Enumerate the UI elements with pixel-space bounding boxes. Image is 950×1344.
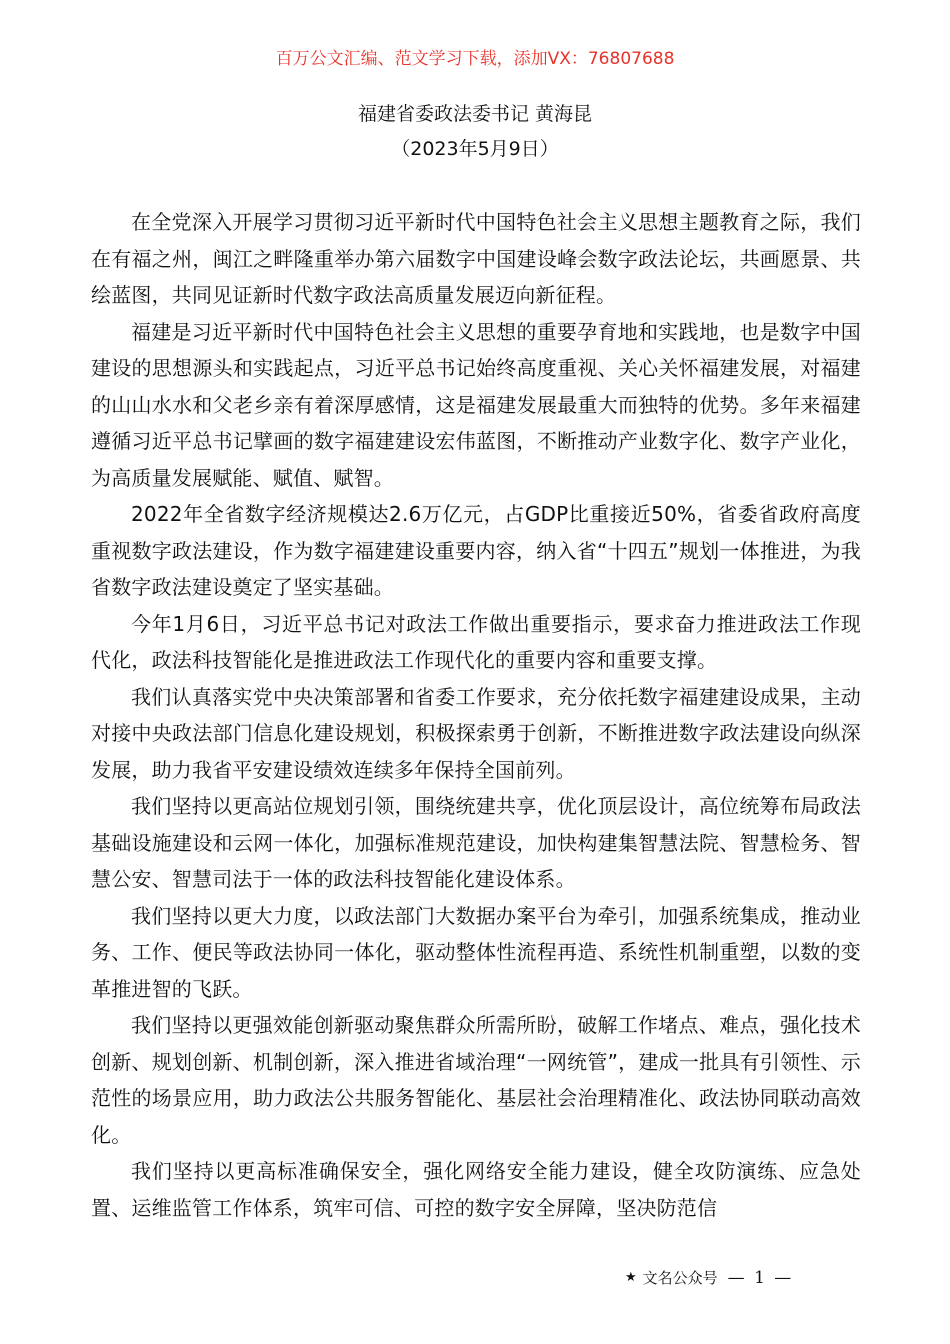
paragraph: 我们坚持以更强效能创新驱动聚焦群众所需所盼，破解工作堵点、难点，强化技术创新、规划创新、机制创新，深入推进省域治理“一网统管”，建成一批具有引领性、示范性的场景应用，助力政法公共服务智能化、基层社会治理精准化、政法协同联动高效化。 (91, 1013, 861, 1147)
footer-source: 文名公众号 (642, 1269, 718, 1287)
paragraph: 今年1月6日，习近平总书记对政法工作做出重要指示，要求奋力推进政法工作现代化，政法科技智能化是推进政法工作现代化的重要内容和重要支撑。 (91, 611, 861, 672)
page-footer (625, 1266, 793, 1290)
speech-date: （2023年5月9日） (391, 138, 559, 160)
paragraph: 2022年全省数字经济规模达2.6万亿元，占GDP比重接近50%，省委省政府高度重视数字政法建设，作为数字福建建设重要内容，纳入省“十四五”规划一体推进，为我省数字政法建设奠定了坚实基础。 (91, 502, 861, 599)
page-number: — 1 — (727, 1268, 794, 1288)
author-title: 福建省委政法委书记 黄海昆 (357, 103, 593, 125)
promo-banner: 百万公文汇编、范文学习下载，添加VX：76807688 (275, 49, 675, 69)
document-body (91, 204, 861, 1226)
paragraph: 我们坚持以更高站位规划引领，围绕统建共享，优化顶层设计，高位统筹布局政法基础设施建设和云网一体化，加强标准规范建设，加快构建集智慧法院、智慧检务、智慧公安、智慧司法于一体的政法科技智能化建设体系。 (91, 794, 861, 891)
paragraph: 我们认真落实党中央决策部署和省委工作要求，充分依托数字福建建设成果，主动对接中央政法部门信息化建设规划，积极探索勇于创新，不断推进数字政法建设向纵深发展，助力我省平安建设绩效连续多年保持全国前列。 (91, 684, 861, 782)
paragraph: 我们坚持以更大力度，以政法部门大数据办案平台为牵引，加强系统集成，推动业务、工作、便民等政法协同一体化，驱动整体性流程再造、系统性机制重塑，以数的变革推进智的飞跃。 (91, 903, 861, 1001)
star-icon: ★ (625, 1270, 637, 1285)
paragraph: 我们坚持以更高标准确保安全，强化网络安全能力建设，健全攻防演练、应急处置、运维监管工作体系，筑牢可信、可控的数字安全屏障，坚决防范信 (91, 1159, 861, 1220)
paragraph: 在全党深入开展学习贯彻习近平新时代中国特色社会主义思想主题教育之际，我们在有福之州，闽江之畔隆重举办第六届数字中国建设峰会数字政法论坛，共画愿景、共绘蓝图，共同见证新时代数字政法高质量发展迈向新征程。 (91, 210, 861, 307)
paragraph: 福建是习近平新时代中国特色社会主义思想的重要孕育地和实践地，也是数字中国建设的思想源头和实践起点，习近平总书记始终高度重视、关心关怀福建发展，对福建的山山水水和父老乡亲有着深厚感情，这是福建发展最重大而独特的优势。多年来福建遵循习近平总书记擘画的数字福建建设宏伟蓝图，不断推动产业数字化、数字产业化，为高质量发展赋能、赋值、赋智。 (91, 319, 861, 490)
